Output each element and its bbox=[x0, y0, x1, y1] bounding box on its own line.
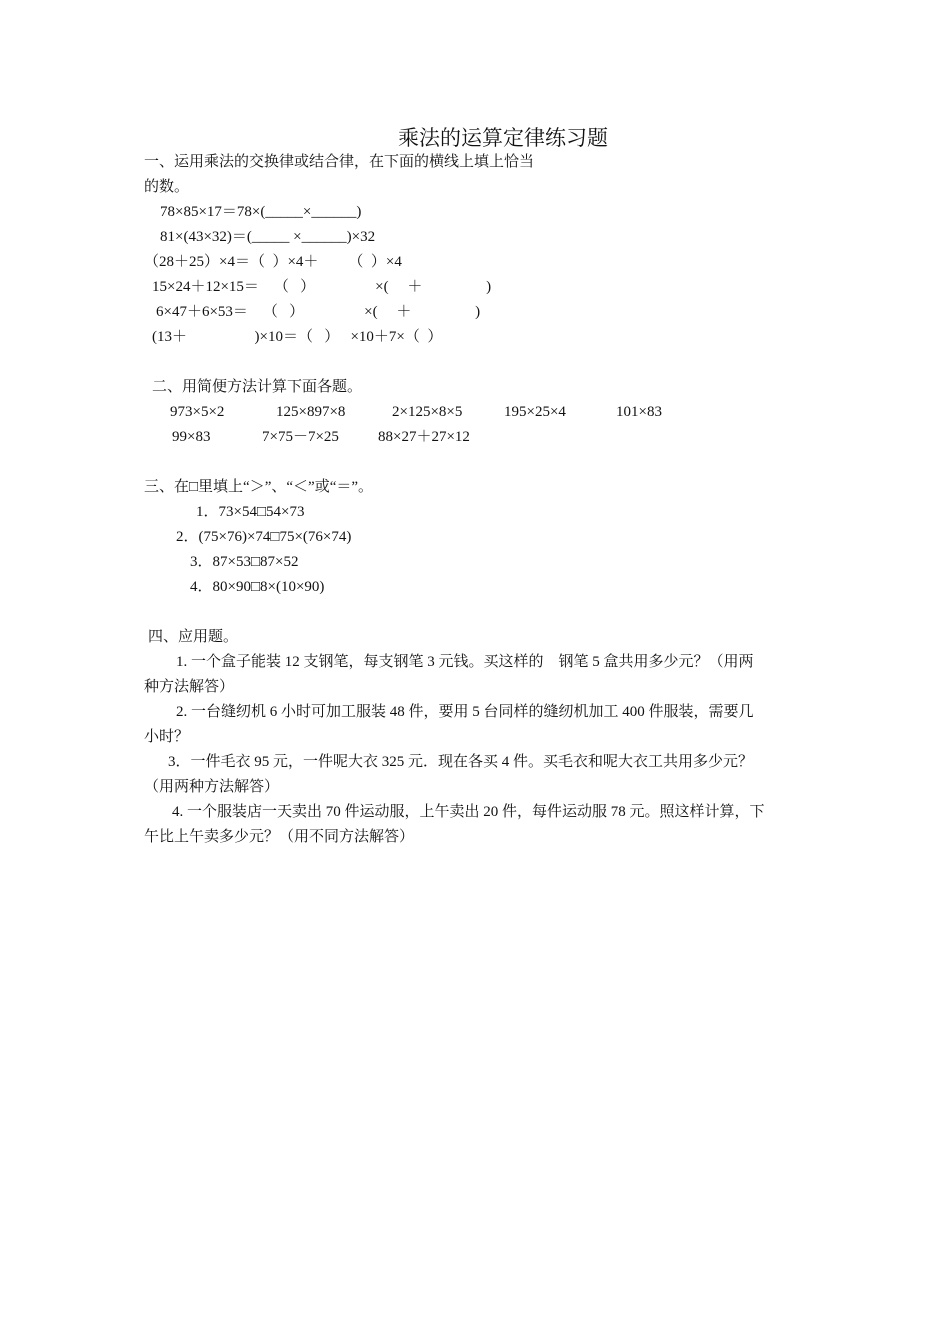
section4-line: 4. 一个服装店一天卖出 70 件运动服，上午卖出 20 件，每件运动服 78 元。照这样计算，下 bbox=[172, 804, 765, 820]
section3-item: 4．80×90□8×(10×90) bbox=[190, 579, 325, 595]
section2-problem: 99×83 bbox=[172, 429, 211, 445]
section2-problem: 195×25×4 bbox=[504, 404, 566, 420]
section2-heading: 二、用简便方法计算下面各题。 bbox=[152, 379, 363, 395]
section4-line: 小时？ bbox=[144, 729, 190, 745]
section1-item: 78×85×17＝78×(_____×______) bbox=[160, 204, 362, 220]
section1-item: （28＋25）×4＝（ ）×4＋ （ ）×4 bbox=[144, 254, 402, 270]
section1-item: 6×47＋6×53＝ （ ） ×( ＋ ) bbox=[156, 304, 481, 320]
section2-problem: 7×75－7×25 bbox=[262, 429, 339, 445]
section1-heading-line2: 的数。 bbox=[144, 179, 190, 195]
section3-item: 1．73×54□54×73 bbox=[196, 504, 305, 520]
page-title: 乘法的运算定律练习题 bbox=[398, 126, 608, 150]
section2-problem: 973×5×2 bbox=[170, 404, 225, 420]
section4-heading: 四、应用题。 bbox=[148, 629, 239, 645]
section3-heading: 三、在□里填上“＞”、“＜”或“＝”。 bbox=[144, 479, 374, 495]
section1-heading-line1: 一、运用乘法的交换律或结合律，在下面的横线上填上恰当 bbox=[144, 154, 535, 170]
section3-item: 2．(75×76)×74□75×(76×74) bbox=[176, 529, 352, 545]
section2-problem: 125×897×8 bbox=[276, 404, 346, 420]
section3-item: 3．87×53□87×52 bbox=[190, 554, 299, 570]
section4-line: 1. 一个盒子能装 12 支钢笔，每支钢笔 3 元钱。买这样的 钢笔 5 盒共用多少元？（用两 bbox=[176, 654, 754, 670]
section4-line: （用两种方法解答） bbox=[144, 779, 280, 795]
section4-line: 3．一件毛衣 95 元，一件呢大衣 325 元．现在各买 4 件。买毛衣和呢大衣工共用多少元？ bbox=[168, 754, 754, 770]
section1-item: (13＋ )×10＝（ ） ×10＋7×（ ） bbox=[152, 329, 443, 345]
section2-problem: 2×125×8×5 bbox=[392, 404, 463, 420]
section4-line: 种方法解答） bbox=[144, 679, 235, 695]
section2-problem: 88×27＋27×12 bbox=[378, 429, 470, 445]
section4-line: 2. 一台缝纫机 6 小时可加工服装 48 件，要用 5 台同样的缝纫机加工 400 件服装，需要几 bbox=[176, 704, 754, 720]
section2-problem: 101×83 bbox=[616, 404, 662, 420]
section1-item: 81×(43×32)＝(_____ ×______)×32 bbox=[160, 229, 376, 245]
section4-line: 午比上午卖多少元？（用不同方法解答） bbox=[144, 829, 415, 845]
section1-item: 15×24＋12×15＝ （ ） ×( ＋ ) bbox=[152, 279, 492, 295]
